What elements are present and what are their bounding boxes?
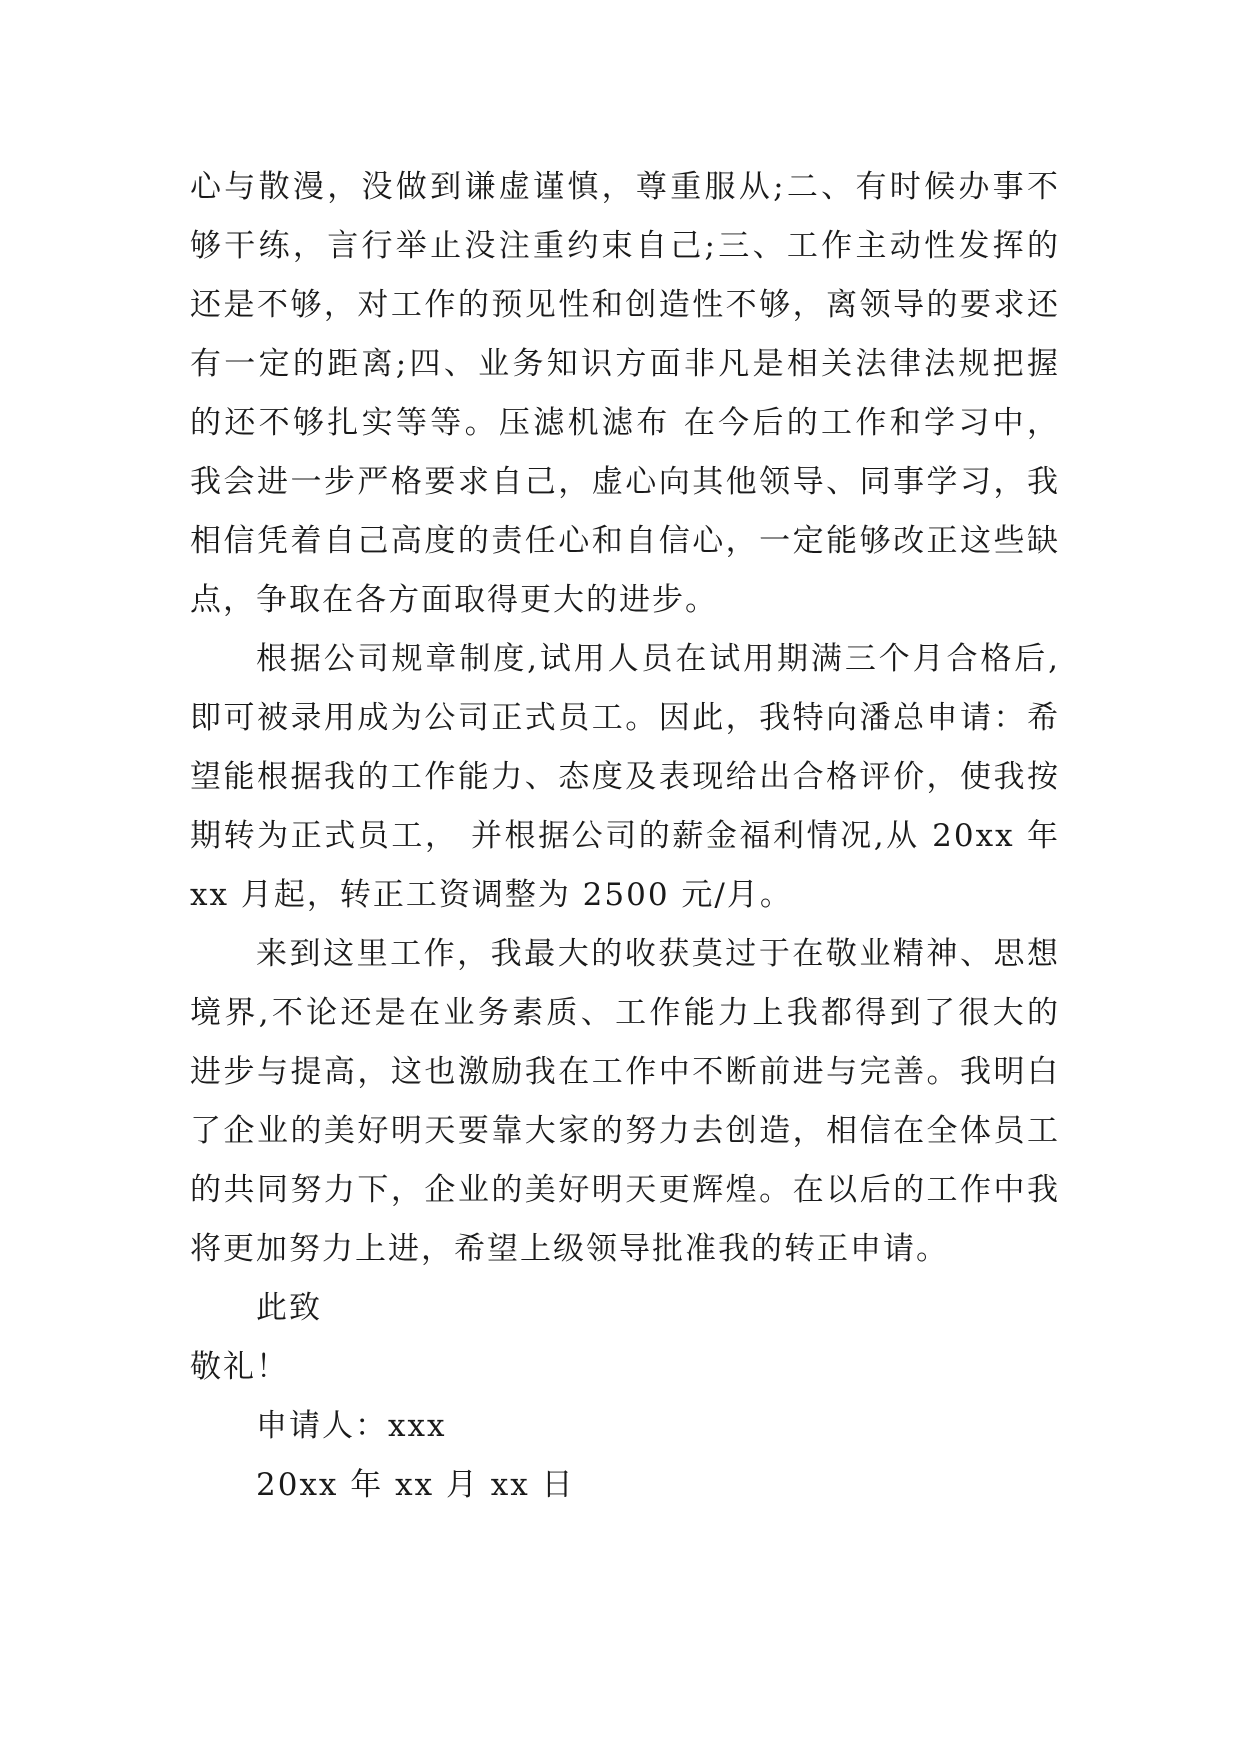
text-line: 点，争取在各方面取得更大的进步。 — [190, 582, 718, 618]
text-line: 有一定的距离;四、业务知识方面非凡是相关法律法规把握 — [190, 346, 1060, 382]
letter-date: 20xx 年 xx 月 xx 日 — [256, 1467, 575, 1503]
text-line: 来到这里工作，我最大的收获莫过于在敬业精神、思想 — [256, 936, 1060, 972]
text-line: 进步与提高，这也激励我在工作中不断前进与完善。我明白 — [190, 1054, 1060, 1090]
text-line: 期转为正式员工， 并根据公司的薪金福利情况,从 20xx 年 — [190, 818, 1060, 854]
letter-body — [190, 158, 1060, 1515]
salutation: 敬礼！ — [190, 1349, 289, 1385]
text-line: 了企业的美好明天要靠大家的努力去创造，相信在全体员工 — [190, 1113, 1060, 1149]
salutation-prefix: 此致 — [256, 1290, 322, 1326]
text-line: 心与散漫，没做到谦虚谨慎，尊重服从;二、有时候办事不 — [190, 169, 1060, 205]
text-line: 即可被录用成为公司正式员工。因此，我特向潘总申请：希 — [190, 700, 1060, 736]
text-line: 根据公司规章制度,试用人员在试用期满三个月合格后, — [256, 641, 1060, 677]
text-line: 境界,不论还是在业务素质、工作能力上我都得到了很大的 — [190, 995, 1060, 1031]
text-line: 我会进一步严格要求自己，虚心向其他领导、同事学习，我 — [190, 464, 1060, 500]
applicant-signature: 申请人：xxx — [256, 1408, 447, 1444]
text-line: 的还不够扎实等等。压滤机滤布 在今后的工作和学习中， — [190, 405, 1060, 441]
text-line: 将更加努力上进，希望上级领导批准我的转正申请。 — [190, 1231, 949, 1267]
text-line: xx 月起，转正工资调整为 2500 元/月。 — [190, 877, 793, 913]
text-line: 相信凭着自己高度的责任心和自信心，一定能够改正这些缺 — [190, 523, 1060, 559]
text-line: 还是不够，对工作的预见性和创造性不够，离领导的要求还 — [190, 287, 1060, 323]
text-line: 够干练，言行举止没注重约束自己;三、工作主动性发挥的 — [190, 228, 1060, 264]
text-line: 的共同努力下，企业的美好明天更辉煌。在以后的工作中我 — [190, 1172, 1060, 1208]
text-line: 望能根据我的工作能力、态度及表现给出合格评价，使我按 — [190, 759, 1060, 795]
